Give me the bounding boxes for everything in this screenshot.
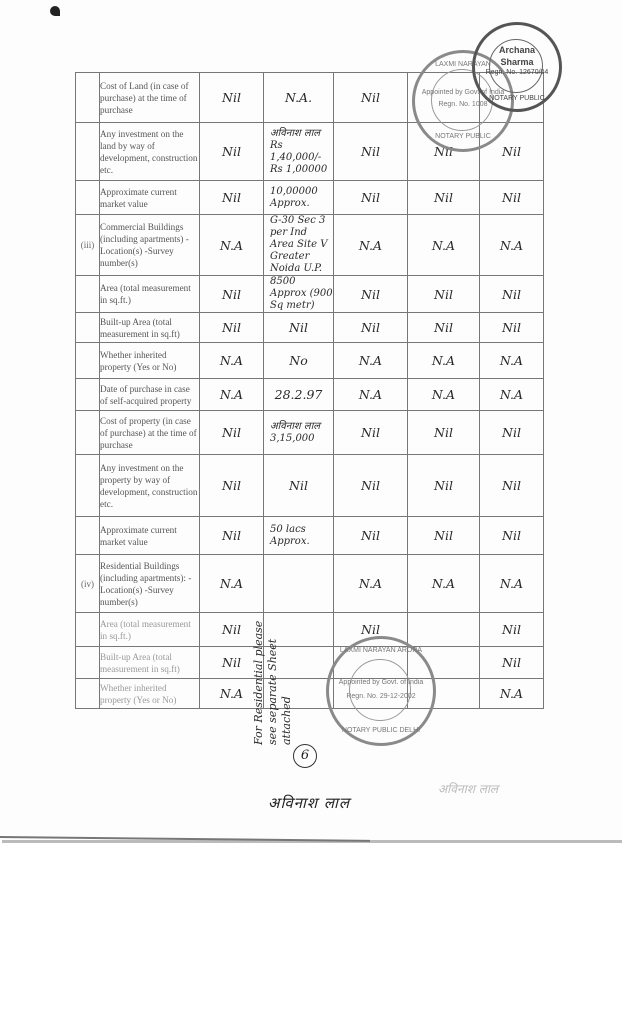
table-row bbox=[76, 215, 544, 276]
stamp3-line3: Regn. No. 29-12-2002 bbox=[346, 693, 416, 700]
value-cell: N.A bbox=[200, 215, 264, 276]
stamp3-line4: NOTARY PUBLIC DELHI bbox=[341, 727, 421, 734]
value-cell: Nil bbox=[264, 313, 334, 343]
corner-mark bbox=[50, 6, 60, 16]
value-cell: N.A bbox=[408, 379, 480, 411]
row-number bbox=[76, 313, 100, 343]
value-cell: N.A bbox=[200, 379, 264, 411]
value-cell: Nil bbox=[408, 276, 480, 313]
row-number bbox=[76, 379, 100, 411]
table-row bbox=[76, 181, 544, 215]
value-cell: Nil bbox=[408, 181, 480, 215]
row-description: Area (total measurement in sq.ft.) bbox=[100, 276, 200, 313]
stamp3-line1: LAXMI NARAYAN ARORA bbox=[339, 647, 423, 654]
signature: अविनाश लाल bbox=[268, 794, 351, 812]
row-description: Residential Buildings (including apartments): -Location(s) -Survey number(s) bbox=[100, 555, 200, 613]
stamp1-line1: LAXMI NARAYAN bbox=[435, 61, 491, 68]
value-cell: Nil bbox=[480, 647, 544, 679]
table-row bbox=[76, 517, 544, 555]
value-cell: N.A bbox=[334, 555, 408, 613]
value-cell: Nil bbox=[480, 181, 544, 215]
value-cell: N.A bbox=[480, 679, 544, 709]
value-cell: N.A bbox=[480, 343, 544, 379]
value-cell: Nil bbox=[480, 411, 544, 455]
value-cell: N.A bbox=[334, 343, 408, 379]
value-cell: Nil bbox=[334, 313, 408, 343]
row-description: Any investment on the property by way of development, construction etc. bbox=[100, 455, 200, 517]
value-cell: Nil bbox=[480, 276, 544, 313]
value-cell: Nil bbox=[480, 517, 544, 555]
value-cell: अविनाश लाल Rs 1,40,000/- Rs 1,00000 bbox=[264, 123, 334, 181]
value-cell: Nil bbox=[200, 647, 264, 679]
value-cell: Nil bbox=[200, 123, 264, 181]
row-number bbox=[76, 411, 100, 455]
row-number bbox=[76, 123, 100, 181]
value-cell: N.A bbox=[480, 215, 544, 276]
value-cell: Nil bbox=[200, 613, 264, 647]
row-number bbox=[76, 613, 100, 647]
value-cell: Nil bbox=[408, 411, 480, 455]
row-number bbox=[76, 455, 100, 517]
value-cell: N.A bbox=[200, 679, 264, 709]
row-description: Date of purchase in case of self-acquired property bbox=[100, 379, 200, 411]
value-cell: N.A bbox=[408, 555, 480, 613]
value-cell: Nil bbox=[334, 276, 408, 313]
row-description: Whether inherited property (Yes or No) bbox=[100, 343, 200, 379]
value-cell: 8500 Approx (900 Sq metr) bbox=[264, 276, 334, 313]
row-description: Cost of property (in case of purchase) at the time of purchase bbox=[100, 411, 200, 455]
table-row bbox=[76, 455, 544, 517]
value-cell: N.A bbox=[334, 379, 408, 411]
value-cell: Nil bbox=[408, 455, 480, 517]
row-description: Commercial Buildings (including apartments) -Location(s) -Survey number(s) bbox=[100, 215, 200, 276]
value-cell: N.A bbox=[334, 215, 408, 276]
vertical-note-area bbox=[252, 580, 332, 745]
value-cell: Nil bbox=[200, 73, 264, 123]
stamp2-line4: NOTARY PUBLIC bbox=[489, 95, 545, 102]
value-cell: Nil bbox=[334, 181, 408, 215]
stamp2-line1: Archana bbox=[498, 45, 535, 55]
table-row bbox=[76, 343, 544, 379]
value-cell: Nil bbox=[480, 313, 544, 343]
value-cell: Nil bbox=[334, 73, 408, 123]
value-cell: Nil bbox=[408, 517, 480, 555]
value-cell: Nil bbox=[200, 276, 264, 313]
value-cell: N.A bbox=[200, 555, 264, 613]
row-description: Area (total measurement in sq.ft.) bbox=[100, 613, 200, 647]
stamp2-line3: Regn. No. 12670/04 bbox=[485, 69, 549, 76]
table-row bbox=[76, 313, 544, 343]
row-number bbox=[76, 276, 100, 313]
value-cell: N.A bbox=[408, 343, 480, 379]
notary-stamp-3 bbox=[326, 636, 436, 746]
faint-signature: अविनाश लाल bbox=[438, 782, 499, 796]
value-cell: Nil bbox=[480, 613, 544, 647]
value-cell: 10,00000 Approx. bbox=[264, 181, 334, 215]
row-number: (iii) bbox=[76, 215, 100, 276]
value-cell: Nil bbox=[334, 517, 408, 555]
value-cell: Nil bbox=[200, 181, 264, 215]
notary-stamp-2 bbox=[472, 22, 562, 112]
table-row bbox=[76, 276, 544, 313]
value-cell: Nil bbox=[334, 613, 408, 647]
stamp1-line3: Regn. No. 1008 bbox=[438, 101, 488, 108]
value-cell: Nil bbox=[200, 517, 264, 555]
value-cell bbox=[408, 613, 480, 647]
value-cell: Nil bbox=[200, 455, 264, 517]
row-description: Approximate current market value bbox=[100, 181, 200, 215]
value-cell: Nil bbox=[264, 455, 334, 517]
table-row bbox=[76, 379, 544, 411]
value-cell: Nil bbox=[200, 313, 264, 343]
value-cell: N.A bbox=[480, 379, 544, 411]
page-number: 6 bbox=[293, 744, 317, 768]
value-cell: N.A bbox=[408, 215, 480, 276]
value-cell: N.A bbox=[200, 343, 264, 379]
value-cell: G-30 Sec 3 per Ind Area Site V Greater Noida U.P. bbox=[264, 215, 334, 276]
value-cell: N.A bbox=[480, 555, 544, 613]
value-cell: Nil bbox=[334, 455, 408, 517]
row-number: (iv) bbox=[76, 555, 100, 613]
row-description: Built-up Area (total measurement in sq.ft) bbox=[100, 313, 200, 343]
row-number bbox=[76, 517, 100, 555]
row-description: Whether inherited property (Yes or No) bbox=[100, 679, 200, 709]
row-description: Any investment on the land by way of development, construction etc. bbox=[100, 123, 200, 181]
value-cell: Nil bbox=[334, 123, 408, 181]
stamp2-line2: Sharma bbox=[500, 57, 534, 67]
table-row bbox=[76, 411, 544, 455]
value-cell: अविनाश लाल 3,15,000 bbox=[264, 411, 334, 455]
value-cell: Nil bbox=[408, 123, 480, 181]
row-number bbox=[76, 679, 100, 709]
row-number bbox=[76, 343, 100, 379]
row-number bbox=[76, 647, 100, 679]
row-number bbox=[76, 73, 100, 123]
value-cell: Nil bbox=[480, 123, 544, 181]
stamp1-line4: NOTARY PUBLIC bbox=[435, 133, 491, 140]
row-number bbox=[76, 181, 100, 215]
value-cell: Nil bbox=[480, 455, 544, 517]
vertical-note: For Residential please see separate Sheet attached bbox=[252, 620, 293, 745]
value-cell: 50 lacs Approx. bbox=[264, 517, 334, 555]
value-cell: Nil bbox=[408, 313, 480, 343]
value-cell: No bbox=[264, 343, 334, 379]
stamp3-line2: Appointed by Govt. of India bbox=[338, 679, 424, 686]
row-description: Approximate current market value bbox=[100, 517, 200, 555]
row-description: Built-up Area (total measurement in sq.ft) bbox=[100, 647, 200, 679]
stamp1-line2: Appointed by Govt of India bbox=[421, 89, 505, 96]
value-cell: N.A. bbox=[264, 73, 334, 123]
value-cell: Nil bbox=[334, 411, 408, 455]
value-cell: Nil bbox=[200, 411, 264, 455]
row-description: Cost of Land (in case of purchase) at the time of purchase bbox=[100, 73, 200, 123]
value-cell: 28.2.97 bbox=[264, 379, 334, 411]
